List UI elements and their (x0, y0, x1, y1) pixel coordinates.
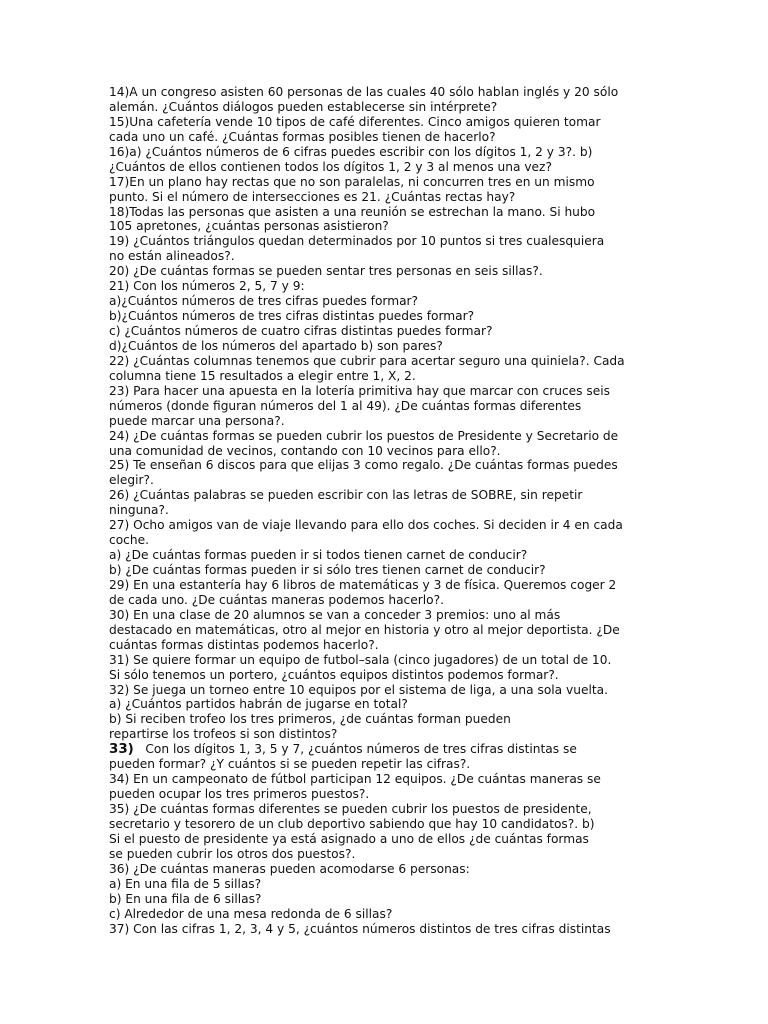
text-line: columna tiene 15 resultados a elegir entre 1, X, 2. (109, 368, 416, 383)
text-line: elegir?. (109, 473, 154, 488)
question-33-line (109, 742, 661, 757)
text-line: 24) ¿De cuántas formas se pueden cubrir los puestos de Presidente y Secretario de (109, 428, 619, 443)
text-line: b)¿Cuántos números de tres cifras distintas puedes formar? (109, 309, 475, 324)
text-line: ¿Cuántos de ellos contienen todos los dígitos 1, 2 y 3 al menos una vez? (109, 159, 552, 174)
text-line: b) En una fila de 6 sillas? (109, 891, 262, 906)
text-line: 16)a) ¿Cuántos números de 6 cifras puedes escribir con los dígitos 1, 2 y 3?. b) (109, 144, 593, 159)
text-line: 34) En un campeonato de fútbol participan 12 equipos. ¿De cuántas maneras se (109, 772, 601, 787)
text-line: 20) ¿De cuántas formas se pueden sentar tres personas en seis sillas?. (109, 264, 543, 279)
text-line: pueden formar? ¿Y cuántos si se pueden repetir las cifras?. (109, 757, 471, 772)
text-line: 37) Con las cifras 1, 2, 3, 4 y 5, ¿cuántos números distintos de tres cifras distintas (109, 921, 611, 936)
text-line: cada uno un café. ¿Cuántas formas posibles tienen de hacerlo? (109, 129, 496, 144)
text-line: Si sólo tenemos un portero, ¿cuántos equipos distintos podemos formar?. (109, 667, 559, 682)
text-line: 32) Se juega un torneo entre 10 equipos por el sistema de liga, a una sola vuelta. (109, 682, 608, 697)
text-line: 30) En una clase de 20 alumnos se van a conceder 3 premios: uno al más (109, 607, 561, 622)
text-line: 19) ¿Cuántos triángulos quedan determinados por 10 puntos si tres cualesquiera (109, 234, 605, 249)
text-line: 14)A un congreso asisten 60 personas de las cuales 40 sólo hablan inglés y 20 sólo (109, 85, 619, 99)
text-line: secretario y tesorero de un club deportivo sabiendo que hay 10 candidatos?. b) (109, 816, 595, 831)
text-line: 26) ¿Cuántas palabras se pueden escribir con las letras de SOBRE, sin repetir (109, 488, 583, 503)
text-line: 35) ¿De cuántas formas diferentes se pueden cubrir los puestos de presidente, (109, 802, 592, 816)
text-line: no están alineados?. (109, 249, 235, 264)
text-line: 31) Se quiere formar un equipo de futbol–sala (cinco jugadores) de un total de 10. (109, 652, 612, 667)
text-line: a)¿Cuántos números de tres cifras puedes formar? (109, 294, 419, 309)
text-line: cuántas formas distintas podemos hacerlo?. (109, 637, 379, 652)
text-line: ninguna?. (109, 503, 169, 518)
text-line: a) ¿De cuántas formas pueden ir si todos tienen carnet de conducir? (109, 548, 528, 563)
text-line: 25) Te enseñan 6 discos para que elijas 3 como regalo. ¿De cuántas formas puedes (109, 458, 618, 473)
text-line: 21) Con los números 2, 5, 7 y 9: (109, 279, 305, 294)
text-line: números (donde figuran números del 1 al 49). ¿De cuántas formas diferentes (109, 398, 582, 413)
text-line: 22) ¿Cuántas columnas tenemos que cubrir para acertar seguro una quiniela?. Cada (109, 353, 625, 368)
text-line: una comunidad de vecinos, contando con 10 vecinos para ello?. (109, 443, 501, 458)
text-line: repartirse los trofeos si son distintos? (109, 727, 338, 742)
text-line: 17)En un plano hay rectas que no son paralelas, ni concurren tres en un mismo (109, 174, 595, 189)
text-line: 23) Para hacer una apuesta en la lotería primitiva hay que marcar con cruces seis (109, 383, 610, 398)
exercise-list (109, 85, 661, 936)
text-line: alemán. ¿Cuántos diálogos pueden establecerse sin intérprete? (109, 99, 498, 114)
text-line: destacado en matemáticas, otro al mejor en historia y otro al mejor deportista. ¿De (109, 622, 620, 637)
text-line: c) Alrededor de una mesa redonda de 6 sillas? (109, 906, 393, 921)
text-line: c) ¿Cuántos números de cuatro cifras distintas puedes formar? (109, 324, 493, 338)
text-line: 105 apretones, ¿cuántas personas asistieron? (109, 219, 389, 234)
text-line: puede marcar una persona?. (109, 413, 285, 428)
text-line: a) ¿Cuántos partidos habrán de jugarse en total? (109, 697, 408, 712)
text-line: 18)Todas las personas que asisten a una reunión se estrechan la mano. Si hubo (109, 204, 596, 219)
text-line: b) ¿De cuántas formas pueden ir si sólo tres tienen carnet de conducir? (109, 563, 546, 577)
text-line: punto. Si el número de intersecciones es 21. ¿Cuántas rectas hay? (109, 189, 516, 204)
text-line: 36) ¿De cuántas maneras pueden acomodarse 6 personas: (109, 861, 470, 876)
text-line: 27) Ocho amigos van de viaje llevando para ello dos coches. Si deciden ir 4 en cada (109, 518, 623, 533)
text-line: 15)Una cafetería vende 10 tipos de café diferentes. Cinco amigos quieren tomar (109, 114, 601, 129)
text-line: Si el puesto de presidente ya está asignado a uno de ellos ¿de cuántas formas (109, 831, 589, 846)
text-line: d)¿Cuántos de los números del apartado b) son pares? (109, 338, 443, 353)
question-33-text: Con los dígitos 1, 3, 5 y 7, ¿cuántos números de tres cifras distintas se (133, 742, 577, 757)
text-line: a) En una fila de 5 sillas? (109, 876, 262, 891)
text-line: coche. (109, 533, 149, 548)
text-line: pueden ocupar los tres primeros puestos?. (109, 787, 370, 802)
question-33-number: 33) (109, 742, 134, 758)
text-line: 29) En una estantería hay 6 libros de matemáticas y 3 de física. Queremos coger 2 (109, 577, 617, 592)
text-line: se pueden cubrir los otros dos puestos?. (109, 846, 356, 861)
text-line: b) Si reciben trofeo los tres primeros, ¿de cuántas forman pueden (109, 712, 511, 727)
text-line: de cada uno. ¿De cuántas maneras podemos hacerlo?. (109, 592, 444, 607)
